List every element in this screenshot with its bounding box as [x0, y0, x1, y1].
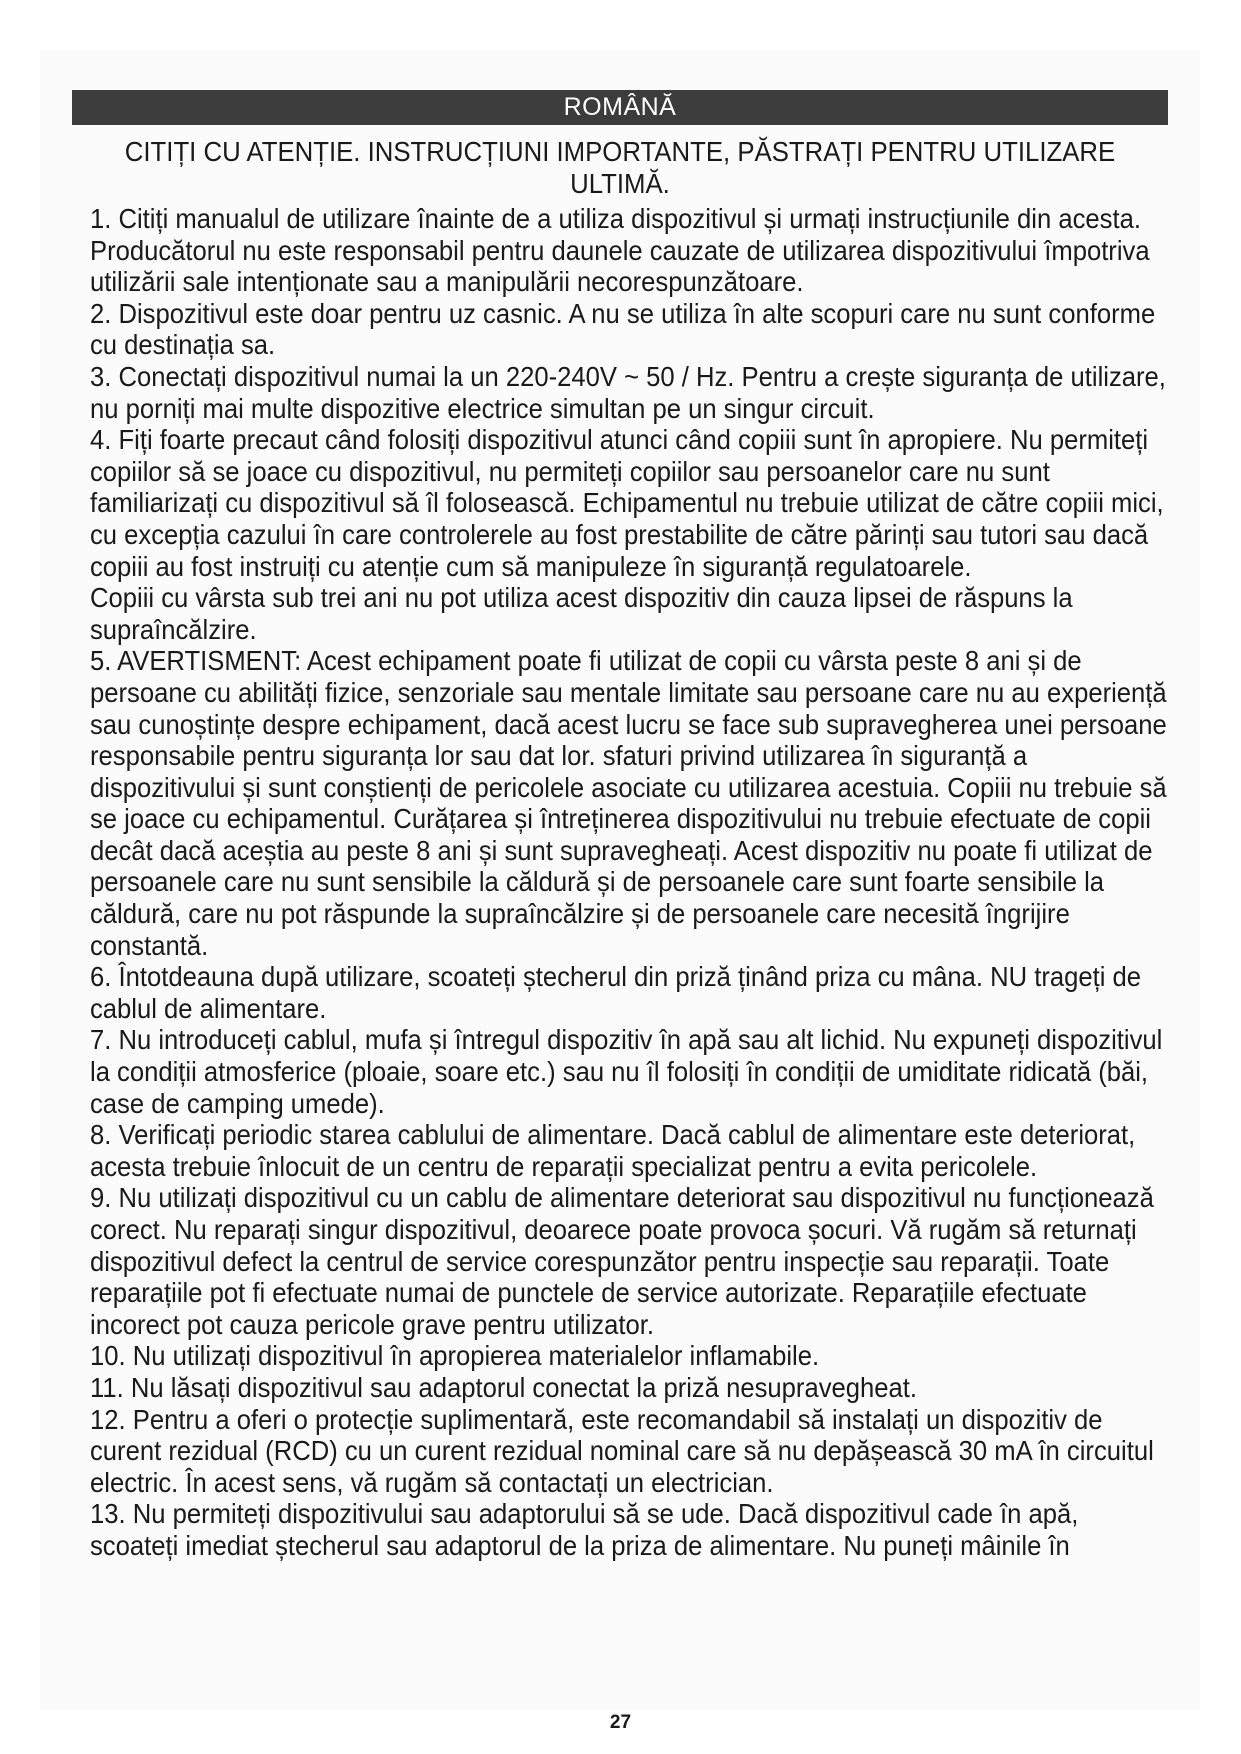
instruction-paragraph: 9. Nu utilizați dispozitivul cu un cablu de alimentare deteriorat sau dispozitivul nu funcționează corect. Nu reparați singur dispozitivul, deoarece poate provoca șocuri. Vă rugăm să returnați dispozitivul defect la centrul de service corespunzător pentru inspecție sau reparații. Toate reparațiile pot fi efectuate numai de punctele de service autorizate. Reparațiile efectuate incorect pot cauza pericole grave pentru utilizator. [90, 1182, 1154, 1340]
instruction-paragraph: 8. Verificați periodic starea cablului de alimentare. Dacă cablul de alimentare este deteriorat, acesta trebuie înlocuit de un centru de reparații specializat pentru a evita pericolele. [90, 1119, 1136, 1182]
instruction-paragraph: 6. Întotdeauna după utilizare, scoateți ștecherul din priză ținând priza cu mâna. NU trageți de cablul de alimentare. [90, 961, 1142, 1024]
instruction-paragraph: 5. AVERTISMENT: Acest echipament poate fi utilizat de copii cu vârsta peste 8 ani și de persoane cu abilități fizice, senzoriale sau mentale limitate sau persoane care nu au experiență sau cunoștințe despre echipament, dacă acest lucru se face sub supravegherea unei persoane responsabile pentru siguranța lor sau dat lor. sfaturi privind utilizarea în siguranță a dispozitivului și sunt conștienți de pericolele asociate cu utilizarea acestuia. Copiii nu trebuie să se joace cu echipamentul. Curățarea și întreținerea dispozitivului nu trebuie efectuate de copii decât dacă aceștia au peste 8 ani și sunt supravegheați. Acest dispozitiv nu poate fi utilizat de persoanele care nu sunt sensibile la căldură și de persoanele care sunt foarte sensibile la căldură, care nu pot răspunde la supraîncălzire și de persoanele care necesită îngrijire constantă. [90, 645, 1167, 961]
instruction-paragraph: 13. Nu permiteți dispozitivului sau adaptorului să se ude. Dacă dispozitivul cade în apă, scoateți imediat ștecherul sau adaptorul de la priza de alimentare. Nu puneți mâinile în [90, 1498, 1079, 1561]
instruction-paragraph: 4. Fiți foarte precaut când folosiți dispozitivul atunci când copiii sunt în apropiere. Nu permiteți copiilor să se joace cu dispozitivul, nu permiteți copiilor sau persoanelor care nu sunt familiarizați cu dispozitivul să îl folosească. Echipamentul nu trebuie utilizat de către copiii mici, cu excepția cazului în care controlerele au fost prestabilite de către părinți sau tutori sau dacă copiii au fost instruiți cu atenție cum să manipuleze în siguranță regulatoarele. [90, 424, 1164, 582]
instruction-paragraph: 11. Nu lăsați dispozitivul sau adaptorul conectat la priză nesupravegheat. [90, 1371, 917, 1403]
page-title: CITIȚI CU ATENȚIE. INSTRUCȚIUNI IMPORTANTE, PĂSTRAȚI PENTRU UTILIZARE ULTIMĂ. [124, 136, 1116, 199]
language-header: ROMÂNĂ [72, 90, 1168, 125]
instruction-paragraph: 3. Conectați dispozitivul numai la un 220-240V ~ 50 / Hz. Pentru a crește siguranța de utilizare, nu porniți mai multe dispozitive electrice simultan pe un singur circuit. [90, 360, 1166, 424]
instruction-paragraph: 1. Citiți manualul de utilizare înainte de a utiliza dispozitivul și urmați instrucțiunile din acesta. Producătorul nu este responsabil pentru daunele cauzate de utilizarea dispozitivului împotriva utilizării sale intenționate sau a manipulării necorespunzătoare. [90, 203, 1150, 298]
instruction-paragraph: 2. Dispozitivul este doar pentru uz casnic. A nu se utiliza în alte scopuri care nu sunt conforme cu destinația sa. [90, 297, 1156, 361]
page-number: 27 [609, 1712, 632, 1733]
instructions-body [90, 203, 1170, 1562]
instruction-paragraph: Copiii cu vârsta sub trei ani nu pot utiliza acest dispozitiv din cauza lipsei de răspuns la supraîncălzire. [90, 582, 1073, 645]
instruction-paragraph: 7. Nu introduceți cablul, mufa și întregul dispozitiv în apă sau alt lichid. Nu expuneți dispozitivul la condiții atmosferice (ploaie, soare etc.) sau nu îl folosiți în condiții de umiditate ridicată (băi, case de camping umede). [90, 1024, 1163, 1119]
instruction-paragraph: 12. Pentru a oferi o protecție suplimentară, este recomandabil să instalați un dispozitiv de curent rezidual (RCD) cu un curent rezidual nominal care să nu depășească 30 mA în circuitul electric. În acest sens, vă rugăm să contactați un electrician. [90, 1403, 1154, 1498]
instruction-paragraph: 10. Nu utilizați dispozitivul în apropierea materialelor inflamabile. [90, 1340, 820, 1372]
